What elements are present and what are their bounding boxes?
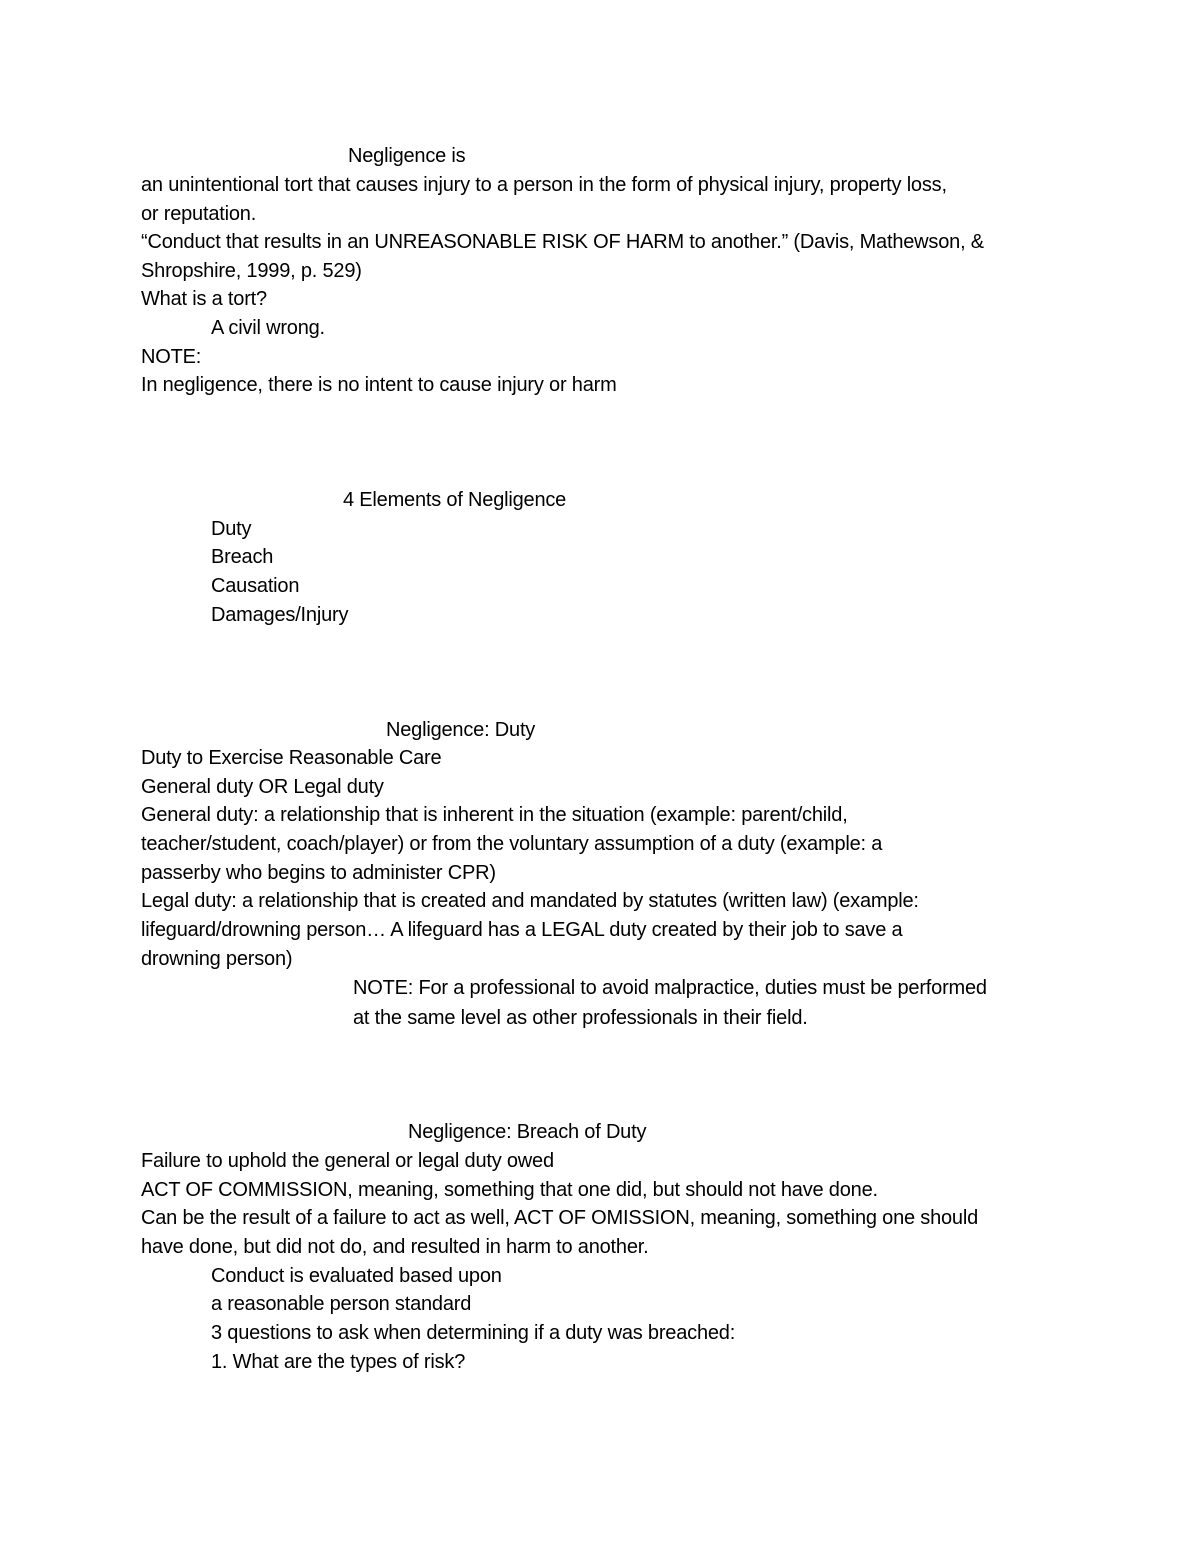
duty-line: Duty to Exercise Reasonable Care <box>141 747 442 769</box>
heading-negligence-is: Negligence is <box>348 145 466 167</box>
breach-line: Failure to uphold the general or legal duty owed <box>141 1150 554 1172</box>
element-item: Damages/Injury <box>211 604 349 626</box>
duty-line: General duty: a relationship that is inherent in the situation (example: parent/child, <box>141 804 848 826</box>
breach-line: Can be the result of a failure to act as well, ACT OF OMISSION, meaning, something one should <box>141 1207 979 1229</box>
intro-note-label: NOTE: <box>141 346 202 368</box>
duty-line: passerby who begins to administer CPR) <box>141 862 496 884</box>
duty-note-line: NOTE: For a professional to avoid malpractice, duties must be performed <box>353 977 987 999</box>
intro-note-text: In negligence, there is no intent to cause injury or harm <box>141 374 617 396</box>
heading-breach: Negligence: Breach of Duty <box>408 1121 647 1143</box>
intro-question: What is a tort? <box>141 288 267 310</box>
duty-note-line: at the same level as other professionals in their field. <box>353 1007 808 1029</box>
intro-citation-line: Shropshire, 1999, p. 529) <box>141 260 362 282</box>
breach-indented-line: 1. What are the types of risk? <box>211 1351 466 1373</box>
heading-duty: Negligence: Duty <box>386 719 536 741</box>
breach-line: ACT OF COMMISSION, meaning, something that one did, but should not have done. <box>141 1179 878 1201</box>
breach-indented-line: Conduct is evaluated based upon <box>211 1265 502 1287</box>
element-item: Breach <box>211 546 274 568</box>
intro-quote-line: “Conduct that results in an UNREASONABLE RISK OF HARM to another.” (Davis, Mathewson, & <box>141 231 984 253</box>
heading-four-elements: 4 Elements of Negligence <box>343 489 567 511</box>
element-item: Duty <box>211 518 252 540</box>
breach-indented-line: 3 questions to ask when determining if a duty was breached: <box>211 1322 736 1344</box>
intro-line: or reputation. <box>141 203 257 225</box>
duty-line: General duty OR Legal duty <box>141 776 384 798</box>
duty-line: lifeguard/drowning person… A lifeguard has a LEGAL duty created by their job to save a <box>141 919 903 941</box>
duty-line: drowning person) <box>141 948 293 970</box>
intro-line: an unintentional tort that causes injury to a person in the form of physical injury, property loss, <box>141 174 947 196</box>
duty-line: teacher/student, coach/player) or from the voluntary assumption of a duty (example: a <box>141 833 883 855</box>
duty-line: Legal duty: a relationship that is created and mandated by statutes (written law) (example: <box>141 890 919 912</box>
breach-indented-line: a reasonable person standard <box>211 1293 472 1315</box>
intro-answer: A civil wrong. <box>211 317 325 339</box>
element-item: Causation <box>211 575 300 597</box>
breach-line: have done, but did not do, and resulted in harm to another. <box>141 1236 649 1258</box>
